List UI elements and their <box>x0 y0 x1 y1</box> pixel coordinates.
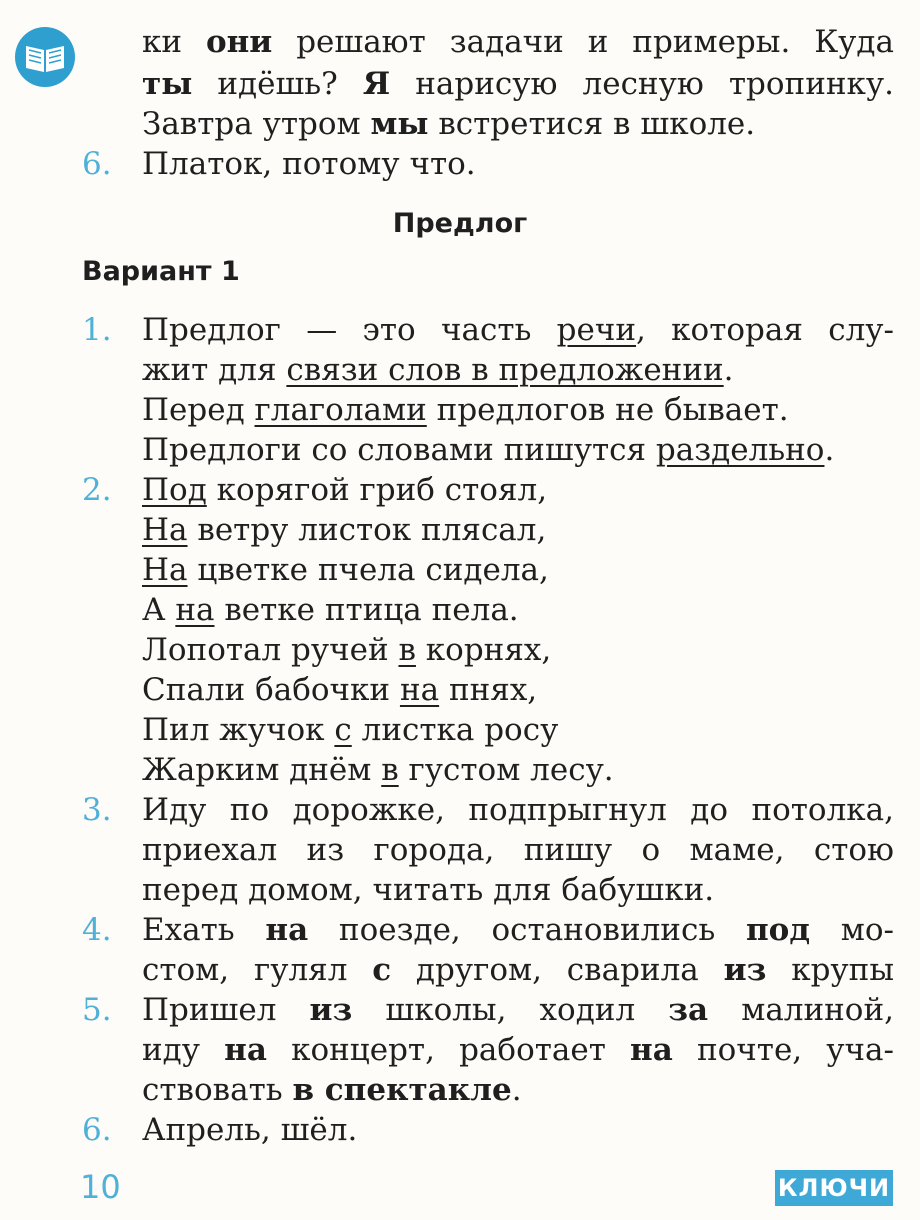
q5-line-2: иду на концерт, работает на почте, уча- <box>142 1032 894 1068</box>
q5-line-1: Пришел из школы, ходил за малиной, <box>142 992 894 1028</box>
q5-line-3: ствовать в спектакле. <box>142 1072 522 1108</box>
q1-line-2: жит для связи слов в предложении. <box>142 352 734 388</box>
intro-line-3: Завтра утром мы встретися в школе. <box>142 106 756 142</box>
page-number: 10 <box>80 1168 121 1206</box>
poem-line: Жарким днём в густом лесу. <box>142 752 614 788</box>
intro-line-2: ты идёшь? Я нарисую лесную тропинку. <box>142 66 894 102</box>
q3-line-2: приехал из города, пишу о маме, стою <box>142 832 894 868</box>
section-title: Предлог <box>392 208 528 239</box>
poem-line: Пил жучок с листка росу <box>142 712 559 748</box>
item-number: 3. <box>82 792 112 828</box>
item-number: 6. <box>82 1112 112 1148</box>
item-6-top-text: Платок, потому что. <box>142 146 476 182</box>
item-number: 5. <box>82 992 112 1028</box>
poem-line: Спали бабочки на пнях, <box>142 672 538 708</box>
poem-line: А на ветке птица пела. <box>142 592 519 628</box>
item-number: 2. <box>82 472 112 508</box>
q1-line-1: Предлог — это часть речи, которая слу- <box>142 312 894 348</box>
poem-line: На цветке пчела сидела, <box>142 552 549 588</box>
keys-badge: КЛЮЧИ <box>775 1170 893 1206</box>
item-number: 4. <box>82 912 112 948</box>
item-number: 1. <box>82 312 112 348</box>
q1-line-4: Предлоги со словами пишутся раздельно. <box>142 432 835 468</box>
q4-line-2: стом, гулял с другом, сварила из крупы <box>142 952 894 988</box>
q4-line-1: Ехать на поезде, остановились под мо- <box>142 912 894 948</box>
intro-line-1: ки они решают задачи и примеры. Куда <box>142 24 894 60</box>
variant-title: Вариант 1 <box>82 256 240 287</box>
poem-line: Под корягой гриб стоял, <box>142 472 548 508</box>
poem-line: Лопотал ручей в корнях, <box>142 632 552 668</box>
poem-line: На ветру листок плясал, <box>142 512 547 548</box>
q3-line-1: Иду по дорожке, подпрыгнул до потолка, <box>142 792 894 828</box>
q3-line-3: перед домом, читать для бабушки. <box>142 872 715 908</box>
book-icon <box>14 26 76 88</box>
item-number: 6. <box>82 146 112 182</box>
q6-text: Апрель, шёл. <box>142 1112 358 1148</box>
q1-line-3: Перед глаголами предлогов не бывает. <box>142 392 789 428</box>
